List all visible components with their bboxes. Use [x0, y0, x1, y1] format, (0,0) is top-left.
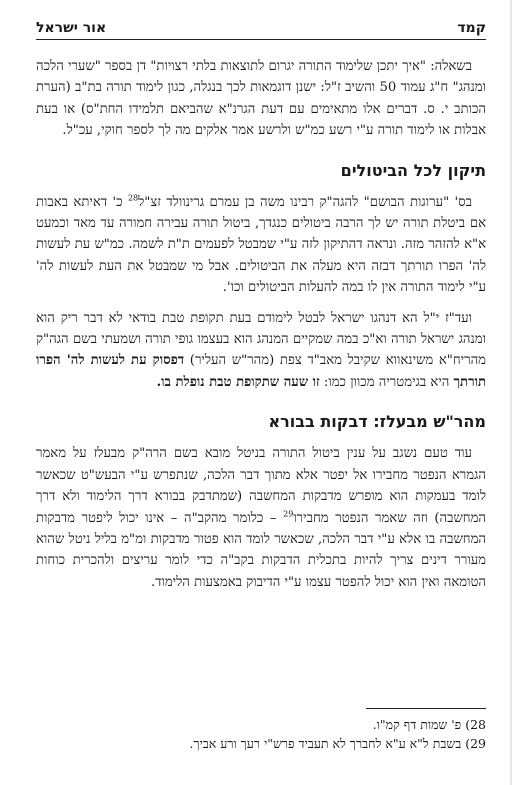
running-header: [36, 14, 486, 36]
document-page: [36, 0, 486, 785]
paragraph: [36, 192, 486, 299]
text-run: כ' דאיתא באבות אם ביטלת תורה יש לך הרבה ביטולים כנגדך, ביטול תורה עבירה חמורה עד מאד וכמעט א"א להזהר מזה. ונראה דהתיקון לזה ע"י שמבטל לפעמים ת"ת לשמה. כמ"ש עת לעשות לה' הפרו תורתך דבזה היא מעלה את הביטולים. אבל מי שמבטל את העת לעשות לה' ע"י לימוד התורה אין לו במה להעלות הביטולים וכו'.: [36, 194, 486, 296]
footnote-divider: [366, 708, 486, 709]
text-run: עוד טעם נשגב על ענין ביטול התורה בניטל מובא בשם הרה"ק מבעלז על מאמר הגמרא הנפטר מחבירו אל יפטר אלא מתוך דבר הלכה, שנתפרש ע"י הבעש"ט שכאשר לומד בעמקות הוא מופרש מדבקות המחשבה (שמתדבק בבורא דרך הלימוד ולא דרך המחשבה) וזה שאמר הנפטר מחבירו: [36, 446, 486, 526]
text-run: בס' "ערוגות הבושם" להגה"ק רבינו משה בן עמרם גרינוולד זצ"ל: [138, 194, 473, 210]
footnote-text: בשבת ל"א ע"א לחברך לא תעביד פרש"י רעך ורע אביך.: [189, 736, 462, 751]
footnote-ref: 29: [283, 509, 294, 519]
footnotes: [36, 715, 486, 753]
text-run: בשאלה: "איך יתכן שלימוד התורה יגרום לתוצאות בלתי רצויות" דן בספר "שערי הלכה ומנהג" ח"ג עמוד 50 והשיב ז"ל: ישנן דוגמאות לכך בנגלה, כגון לימוד תורה בת"ב (הערת הכותב י. ס. דברים אלו מתאימים עם דעת הגרנ"א שהביאם תלמידו החת"ס) או בעת אבלות או לימוד תורה ע"י רשע כמ"ש ולרשע אמר אלקים מה לך לספר חוקי, עכ"ל.: [36, 59, 486, 139]
footnote: 29) בשבת ל"א ע"א לחברך לא תעביד פרש"י רעך ורע אביך.: [189, 736, 486, 751]
footnote-ref: 28: [127, 193, 139, 203]
text-run: זו שעה שתקופת טבת נופלת בו.: [156, 374, 320, 390]
text-run: היא בגימטריה מכוון כמו:: [319, 374, 454, 390]
page-edge: [510, 0, 512, 785]
text-run: ועד"ז י"ל הא דנהגו ישראל לבטל לימודם בעת תקופת טבת בודאי לא דבר ריק הוא ומנהג ישראל תורה וא"כ במה שמקיים המנהג הוא בעצמו גופי תורה ושמעתי בשם הגה"ק מהריח"א משינאווא שקיבל מאב"ד צפת (מהר"ש העליר): [36, 310, 486, 369]
page-number: קמד: [457, 20, 486, 36]
text-run: – כלומר מהקב"ה – אינו יכול ליפטר מדבקות המחשבה בו אלא ע"י דבר הלכה, שכאשר לומד הוא פטור מדבקות ומ"מ בליל ניטל שהוא מעורר דינים צריך להיות בתכלית הדבקות בקב"ה כדי לומר עריצים ולהכרית כוחות הטומאה ואין הוא יכול להפטר עצמו ע"י הדיבוק באמצעות הלימוד.: [36, 510, 486, 590]
footnote-number: 28: [470, 717, 486, 732]
section-heading: מהר"ש מבעלז: דבקות בבורא: [268, 412, 486, 432]
main-text: [36, 56, 486, 602]
text-run: דפסוק עת לעשות לה' הפרו תורתך: [36, 353, 486, 390]
footnote: 28) פ' שמות דף קמ"ו.: [372, 717, 486, 732]
header-divider: [36, 39, 486, 40]
section-heading: תיקון לכל הביטולים: [340, 160, 486, 180]
paragraph: [36, 56, 486, 142]
paragraph: [36, 443, 486, 593]
book-title: אור ישראל: [36, 20, 107, 36]
footnote-number: 29: [470, 736, 486, 751]
paragraph: [36, 308, 486, 394]
footnote-text: פ' שמות דף קמ"ו.: [372, 717, 462, 732]
